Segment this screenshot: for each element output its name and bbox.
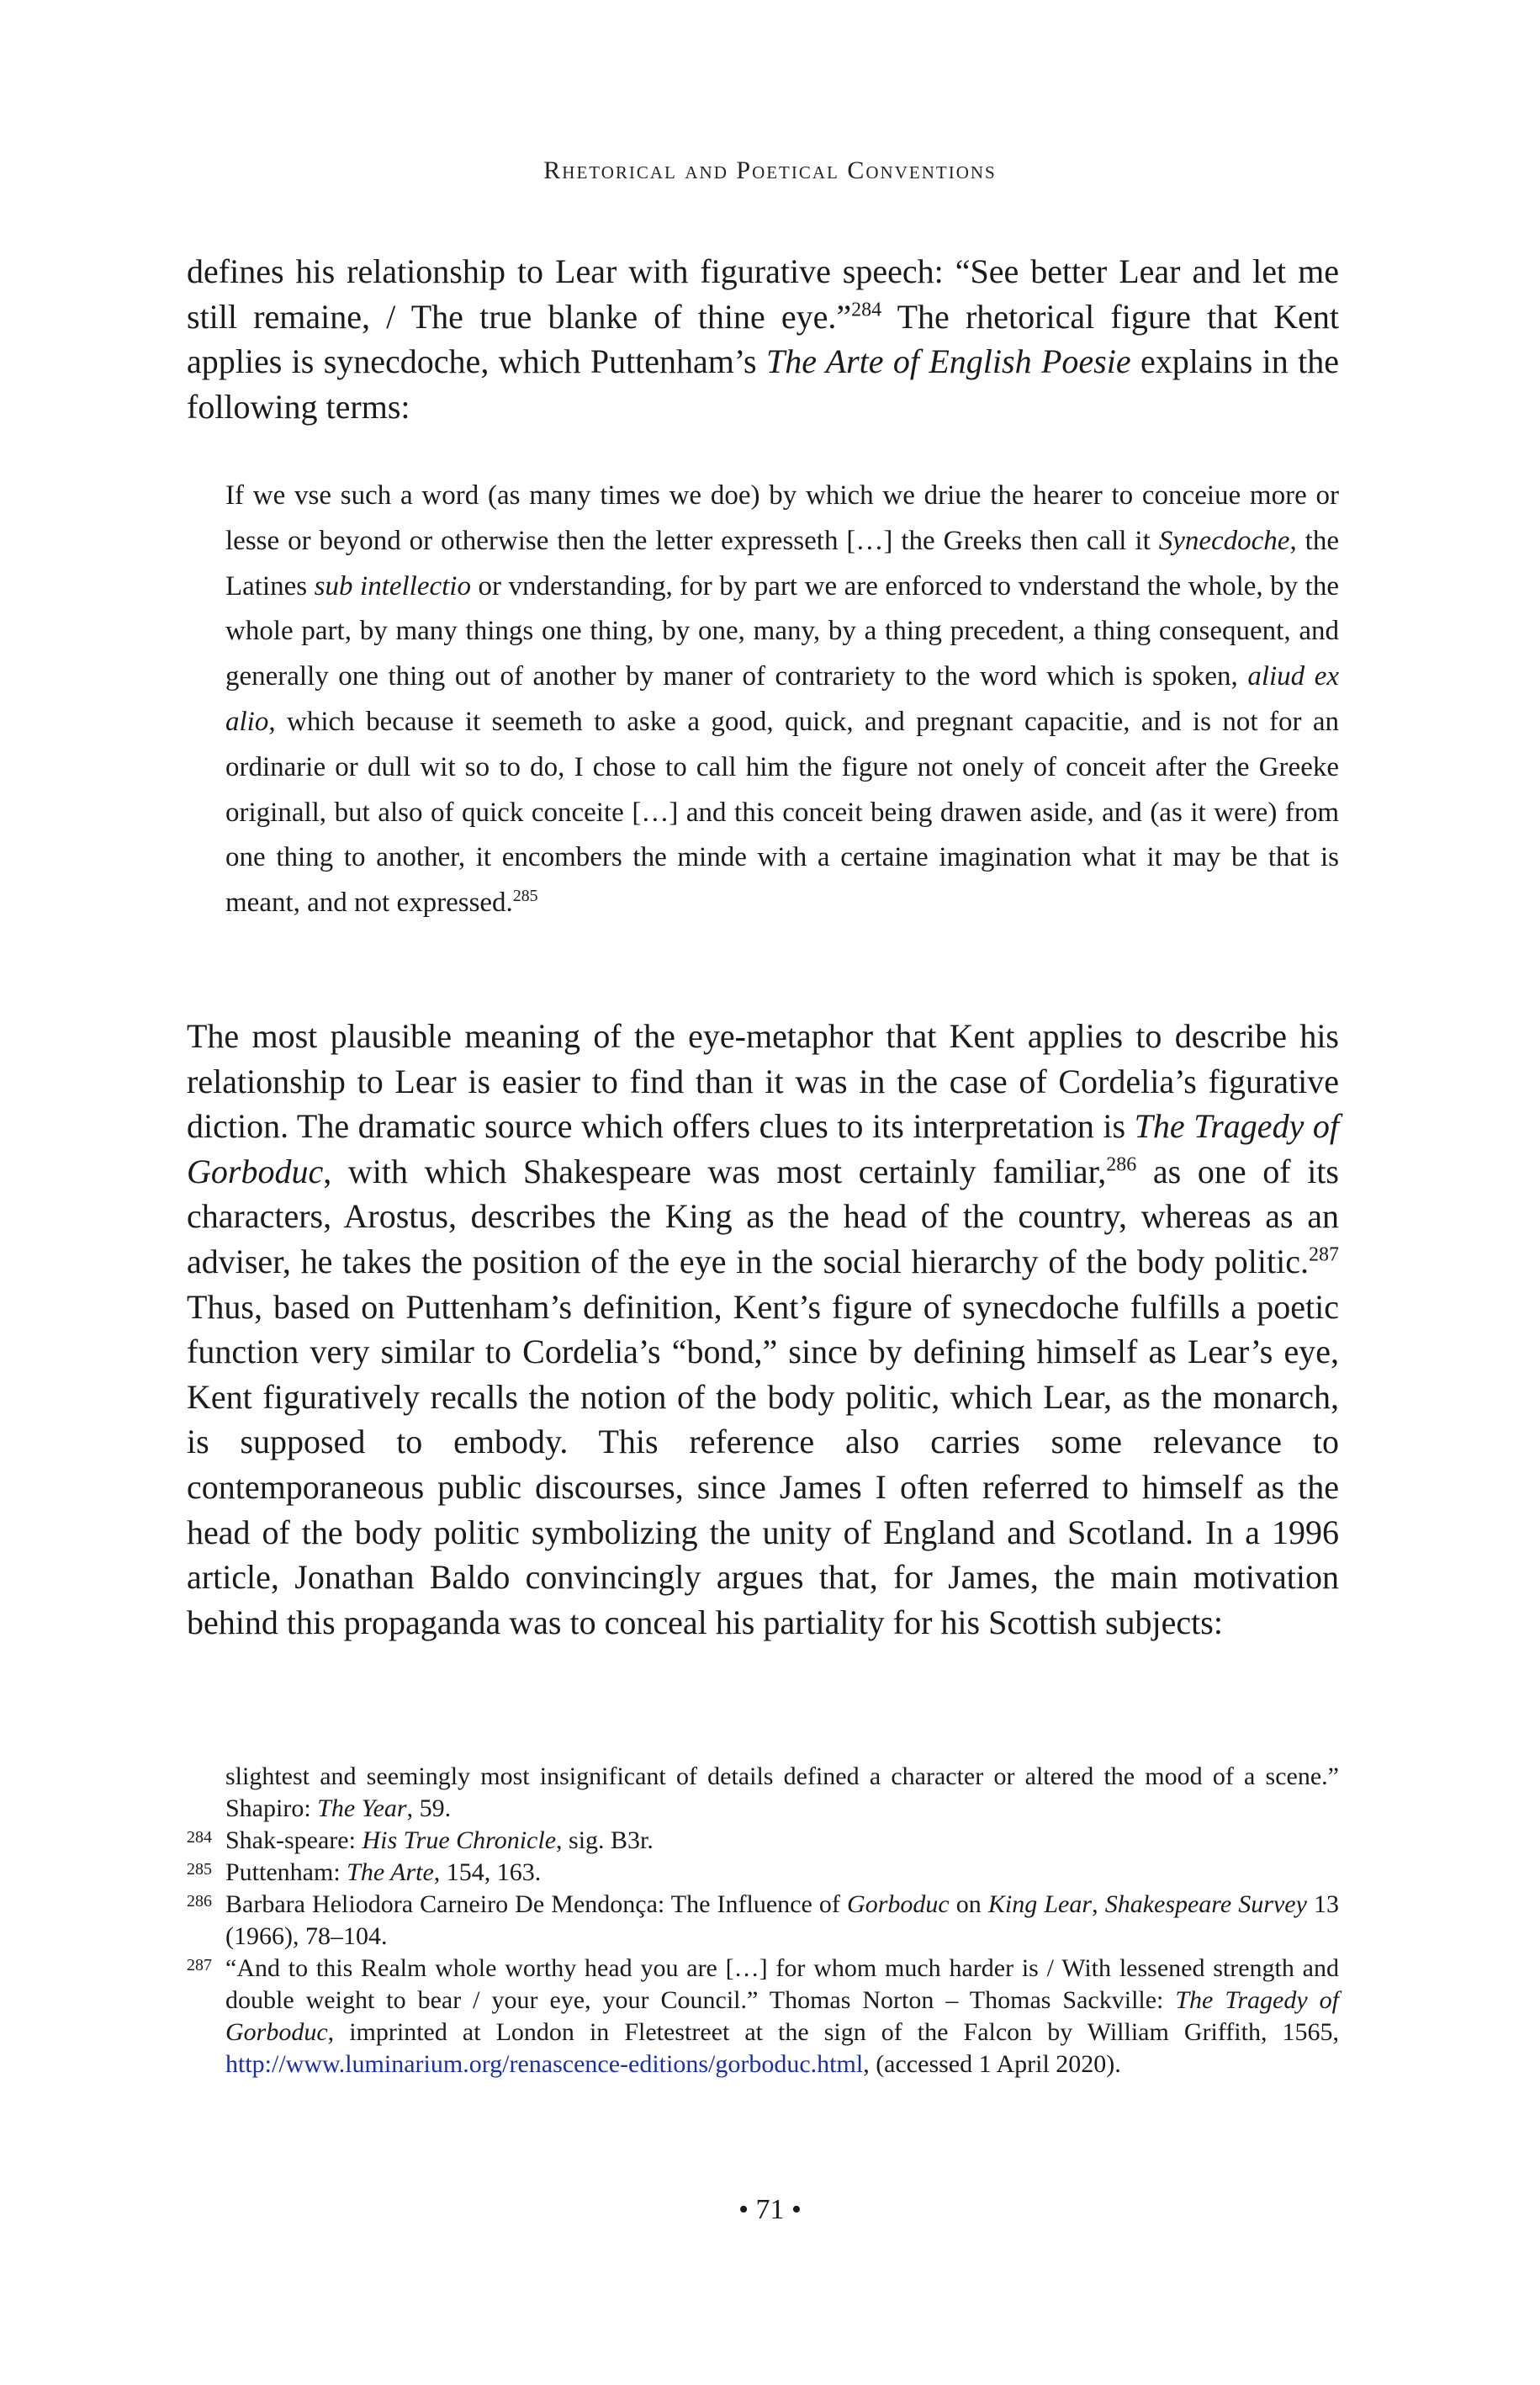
footnote-284 [187, 1825, 1339, 1857]
footnote-number: 287 [187, 1956, 212, 1974]
italic-title: The Year [317, 1794, 407, 1822]
text-run: The rhetorical figure that Kent applies is synecdoche, which Puttenham’s [187, 297, 1339, 381]
text-run: Thus, based on Puttenham’s definition, Kent’s figure of synecdoche fulfills a poetic function very similar to Cordelia’s “bond,” since by defining himself as Lear’s eye, Kent figuratively recalls the notion of the body politic, which Lear, as the monarch, is supposed to embody. This reference also carries some relevance to contemporaneous public discourses, since James I often referred to himself as the head of the body politic symbolizing the unity of England and Scotland. In a 1996 article, Jonathan Baldo convincingly argues that, for James, the main motivation behind this propaganda was to conceal his partiality for his Scottish subjects: [187, 1287, 1339, 1641]
text-run: as one of its characters, Arostus, describes the King as the head of the country, whereas as an adviser, he takes the position of the eye in the social hierarchy of the body politic. [187, 1152, 1339, 1280]
italic-term: Synecdoche [1158, 525, 1290, 556]
text-run: “And to this Realm whole worthy head you are […] for whom much harder is / With lessened strength and double weight to bear / your eye, your Council.” Thomas Norton – Thomas Sackville: [225, 1954, 1339, 2014]
footnote-number: 286 [187, 1892, 212, 1911]
text-run: , with which Shakespeare was most certainly familiar, [323, 1152, 1107, 1190]
footnote-number: 284 [187, 1828, 212, 1847]
running-head: Rhetorical and Poetical Conventions [543, 156, 997, 184]
footnote-285 [187, 1857, 1339, 1889]
footnote-ref-287[interactable]: 287 [1309, 1243, 1339, 1266]
text-run: , [1092, 1890, 1105, 1918]
text-run: slightest and seemingly most insignificant of details defined a character or altered the mood of a scene.” Shapiro: [225, 1762, 1339, 1822]
italic-title: The Tragedy of Gorboduc [225, 1986, 1339, 2046]
footnote-286 [187, 1889, 1339, 1953]
text-run: on [949, 1890, 988, 1918]
body-paragraph-2 [187, 1014, 1339, 1645]
text-run: If we vse such a word (as many times we doe) by which we driue the hearer to conceiue more or lesse or beyond or otherwise then the letter expresseth […] the Greeks then call it [225, 480, 1339, 556]
footnote-287 [187, 1953, 1339, 2080]
footnote-continuation [187, 1761, 1339, 1825]
italic-title: The Arte of English Poesie [765, 342, 1131, 381]
footnote-ref-285[interactable]: 285 [512, 887, 538, 906]
italic-title: King Lear [987, 1890, 1093, 1918]
text-run: Shak-speare: [225, 1826, 363, 1854]
footnote-ref-286[interactable]: 286 [1106, 1153, 1137, 1176]
page-number: • 71 • [738, 2194, 802, 2225]
italic-title: His True Chronicle [362, 1826, 557, 1854]
text-run: defines his relationship to Lear with figurative speech: “See better Lear and let me still remaine, / The true blanke of thine eye.” [187, 252, 1339, 336]
italic-term: aliud ex alio [225, 661, 1339, 737]
italic-title: The Tragedy of Gorboduc [187, 1107, 1339, 1190]
text-run: , (accessed 1 April 2020). [863, 2050, 1121, 2078]
text-run: , which because it seemeth to aske a good, quick, and pregnant capacitie, and is not for an ordinarie or dull wit so to do, I chose to call him the figure not onely of conceit after the Greeke originall, but also of quick conceite […] and this conceit being drawen aside, and (as it were) from one thing to another, it encombers the minde with a certaine imagination what it may be that is meant, and not expressed. [225, 706, 1339, 919]
text-run: , 154, 163. [433, 1858, 542, 1886]
footnote-number: 285 [187, 1860, 212, 1879]
text-run: , imprinted at London in Fletestreet at the sign of the Falcon by William Griffith, 1565, [327, 2018, 1339, 2046]
text-run: Puttenham: [225, 1858, 347, 1886]
italic-title: The Arte [347, 1858, 434, 1886]
footnotes [187, 1761, 1339, 2080]
text-run: , the Latines [225, 525, 1339, 602]
italic-title: Shakespeare Survey [1104, 1890, 1307, 1918]
text-run: , sig. B3r. [556, 1826, 654, 1854]
text-run: Barbara Heliodora Carneiro De Mendonça: The Influence of [225, 1890, 848, 1918]
italic-term: sub intellectio [314, 570, 471, 602]
block-quote [225, 474, 1339, 926]
gorboduc-link[interactable]: http://www.luminarium.org/renascence-editions/gorboduc.html [225, 2050, 864, 2078]
text-run: , 59. [406, 1794, 452, 1822]
text-run: or vnderstanding, for by part we are enforced to vnderstand the whole, by the whole part, by many things one thing, by one, many, by a thing precedent, a thing consequent, and generally one thing out of another by maner of contrariety to the word which is spoken, [225, 570, 1339, 692]
text-run: The most plausible meaning of the eye-metaphor that Kent applies to describe his relationship to Lear is easier to find than it was in the case of Cordelia’s figurative diction. The dramatic source which offers clues to its interpretation is [187, 1017, 1339, 1146]
body-paragraph-1 [187, 249, 1339, 429]
italic-title: Gorboduc [847, 1890, 950, 1918]
text-run: explains in the following terms: [187, 342, 1340, 426]
text-run: 13 (1966), 78–104. [225, 1890, 1340, 1950]
footnote-ref-284[interactable]: 284 [851, 299, 882, 321]
